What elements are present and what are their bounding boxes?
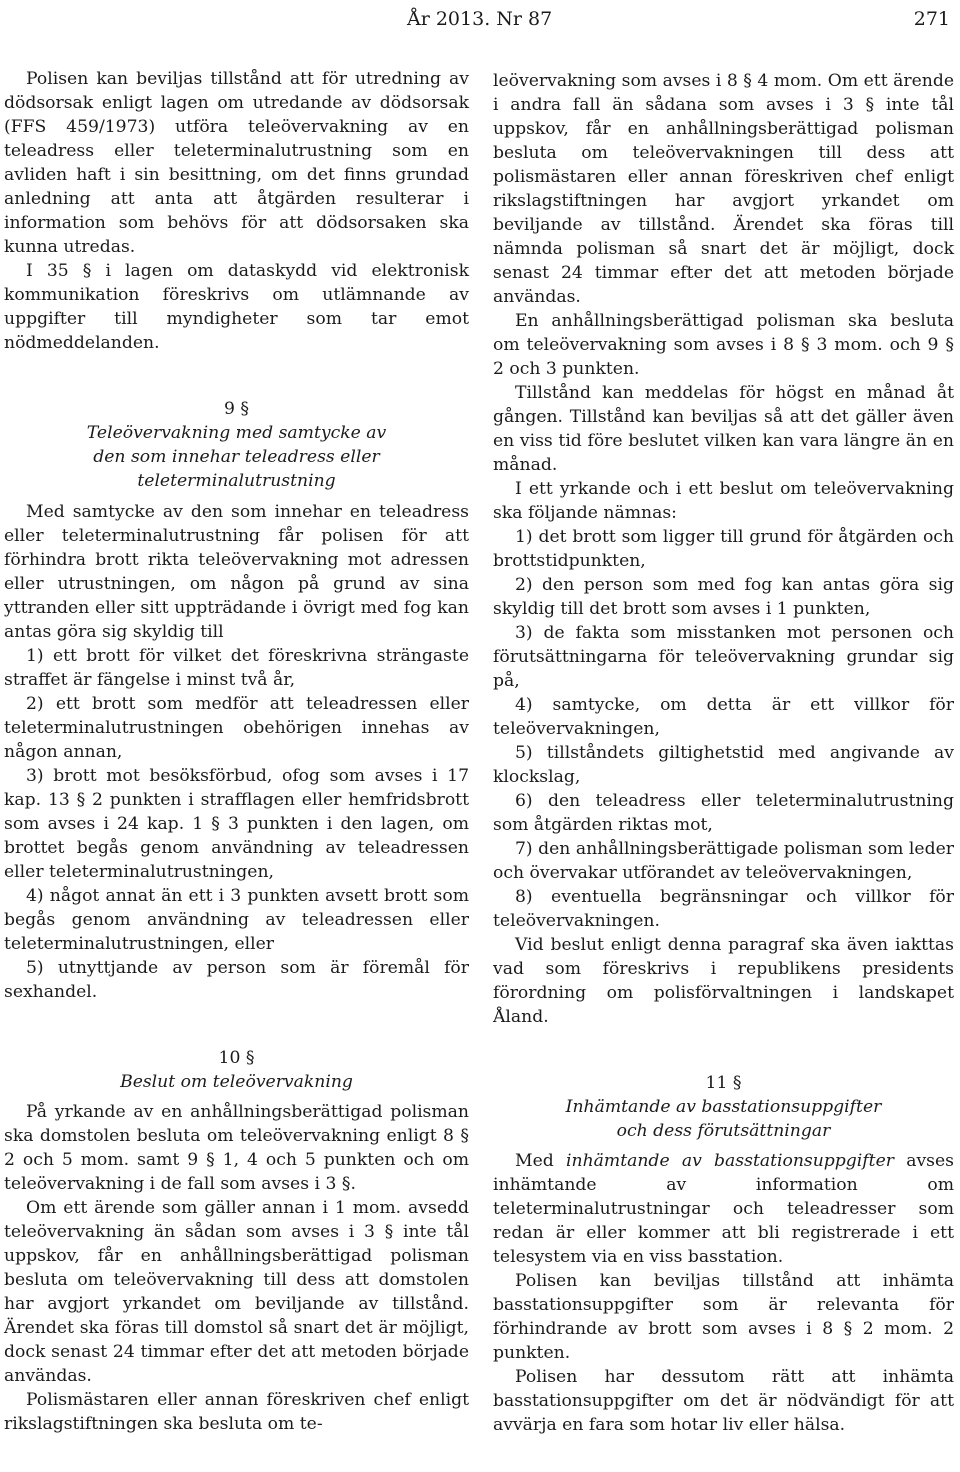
definition-paragraph <box>493 1149 954 1269</box>
section-number: 11 § <box>705 1073 742 1093</box>
right-column <box>493 69 954 1437</box>
paragraph: Polisen kan beviljas tillstånd att för utredning av dödsorsak enligt lagen om utredande av dödsorsak (FFS 459/1973) utföra teleövervakning av en teleadress eller teleterminalutrustning som en avliden haft i sin besittning, om det finns grundad anledning att anta att åtgärden resulterar i information som behövs för att dödsorsaken ska kunna utredas. <box>4 69 469 257</box>
section-title-line: och dess förutsättningar <box>616 1121 831 1141</box>
section-number: 10 § <box>218 1048 255 1068</box>
paragraph: Med samtycke av den som innehar en teleadress eller teleterminalutrustning får polisen för att förhindra brott rikta teleövervakning mot adressen eller utrustningen, om någon på grund av sina yttranden eller sitt uppträdande i övrigt med fog kan antas göra sig skyldig till <box>4 502 469 642</box>
list-item: 4) samtycke, om detta är ett villkor för teleövervakningen, <box>493 695 954 739</box>
issue-number: År 2013. Nr 87 <box>407 8 553 30</box>
section-heading <box>493 1071 954 1143</box>
defined-term: inhämtande av basstationsuppgifter <box>566 1151 894 1171</box>
left-column <box>4 67 469 1436</box>
page-number: 271 <box>913 8 950 30</box>
list-item: 6) den teleadress eller teleterminalutrustning som åtgärden riktas mot, <box>493 791 954 835</box>
paragraph: leövervakning som avses i 8 § 4 mom. Om ett ärende i andra fall än sådana som avses i 3 § inte tål uppskov, får en anhållningsberättigad polisman besluta om teleövervakningen till dess att polismästaren eller annan föreskriven chef enligt rikslagstiftningen har avgjort yrkandet om beviljande av tillstånd. Ärendet ska föras till nämnda polisman så snart det är möjligt, dock senast 24 timmar efter det att metoden började användas. <box>493 71 954 307</box>
section-title-line: Beslut om teleövervakning <box>120 1072 353 1092</box>
list-item: 5) utnyttjande av person som är föremål för sexhandel. <box>4 958 469 1002</box>
section-heading <box>4 1046 469 1094</box>
list-item: 4) något annat än ett i 3 punkten avsett brott som begås genom användning av teleadressen eller teleterminalutrustningen, eller <box>4 886 469 954</box>
definition-lead: Med <box>515 1151 554 1171</box>
paragraph: Polisen kan beviljas tillstånd att inhämta basstationsuppgifter som är relevanta för förhindrande av brott som avses i 8 § 2 mom. 2 punkten. <box>493 1271 954 1363</box>
list-item: 2) den person som med fog kan antas göra sig skyldig till det brott som avses i 1 punkten, <box>493 575 954 619</box>
list-item: 1) ett brott för vilket det föreskrivna strängaste straffet är fängelse i minst två år, <box>4 646 469 690</box>
section-number: 9 § <box>224 399 249 419</box>
section-title-line: teleterminalutrustning <box>137 471 336 491</box>
paragraph: Tillstånd kan meddelas för högst en månad åt gången. Tillstånd kan beviljas så att det gäller även en viss tid före beslutet vilken kan vara längre än en månad. <box>493 383 954 475</box>
list-item: 8) eventuella begränsningar och villkor för teleövervakningen. <box>493 887 954 931</box>
section-heading <box>4 397 469 493</box>
section-title-line: Inhämtande av basstationsuppgifter <box>565 1097 882 1117</box>
paragraph: En anhållningsberättigad polisman ska besluta om teleövervakning som avses i 8 § 3 mom. och 9 § 2 och 3 punkten. <box>493 311 954 379</box>
list-item: 5) tillståndets giltighetstid med angivande av klockslag, <box>493 743 954 787</box>
list-item: 3) brott mot besöksförbud, ofog som avses i 17 kap. 13 § 2 punkten i strafflagen eller hemfridsbrott som avses i 24 kap. 1 § 3 punkten i den lagen, om brottet begås genom användning av teleadressen eller teleterminalutrustningen, <box>4 766 469 882</box>
paragraph: Polisen har dessutom rätt att inhämta basstationsuppgifter om det är nödvändigt för att avvärja en fara som hotar liv eller hälsa. <box>493 1367 954 1435</box>
paragraph: I 35 § i lagen om dataskydd vid elektronisk kommunikation föreskrivs om utlämnande av uppgifter till myndigheter som tar emot nödmeddelanden. <box>4 261 469 353</box>
section-title-line: den som innehar teleadress eller <box>93 447 380 467</box>
list-item: 1) det brott som ligger till grund för åtgärden och brottstidpunkten, <box>493 527 954 571</box>
paragraph: På yrkande av en anhållningsberättigad polisman ska domstolen besluta om teleövervakning enligt 8 § 2 och 5 mom. samt 9 § 1, 4 och 5 punkten och om teleövervakning i de fall som avses i 3 §. <box>4 1102 469 1194</box>
list-item: 7) den anhållningsberättigade polisman som leder och övervakar utförandet av teleövervakningen, <box>493 839 954 883</box>
paragraph: I ett yrkande och i ett beslut om teleövervakning ska följande nämnas: <box>493 479 954 523</box>
list-item: 3) de fakta som misstanken mot personen och förutsättningarna för teleövervakning grundar sig på, <box>493 623 954 691</box>
paragraph: Om ett ärende som gäller annan i 1 mom. avsedd teleövervakning än sådan som avses i 3 § inte tål uppskov, får en anhållningsberättigad polisman besluta om teleövervakning till dess att domstolen har avgjort yrkandet om beviljande av tillstånd. Ärendet ska föras till domstol så snart det är möjligt, dock senast 24 timmar efter det att metoden började användas. <box>4 1198 469 1386</box>
section-title-line: Teleövervakning med samtycke av <box>86 423 387 443</box>
paragraph: Polismästaren eller annan föreskriven chef enligt rikslagstiftningen ska besluta om te- <box>4 1390 469 1434</box>
definition-text: avses inhämtande av information om teleterminalutrustningar och teleadresser som redan är eller kommer att bli registrerade i ett telesystem via en viss basstation. <box>493 1151 954 1267</box>
list-item: 2) ett brott som medför att teleadressen eller teleterminalutrustningen obehörigen innehas av någon annan, <box>4 694 469 762</box>
page-header <box>0 4 960 34</box>
paragraph: Vid beslut enligt denna paragraf ska även iakttas vad som föreskrivs i republikens presidents förordning om polisförvaltningen i landskapet Åland. <box>493 935 954 1027</box>
